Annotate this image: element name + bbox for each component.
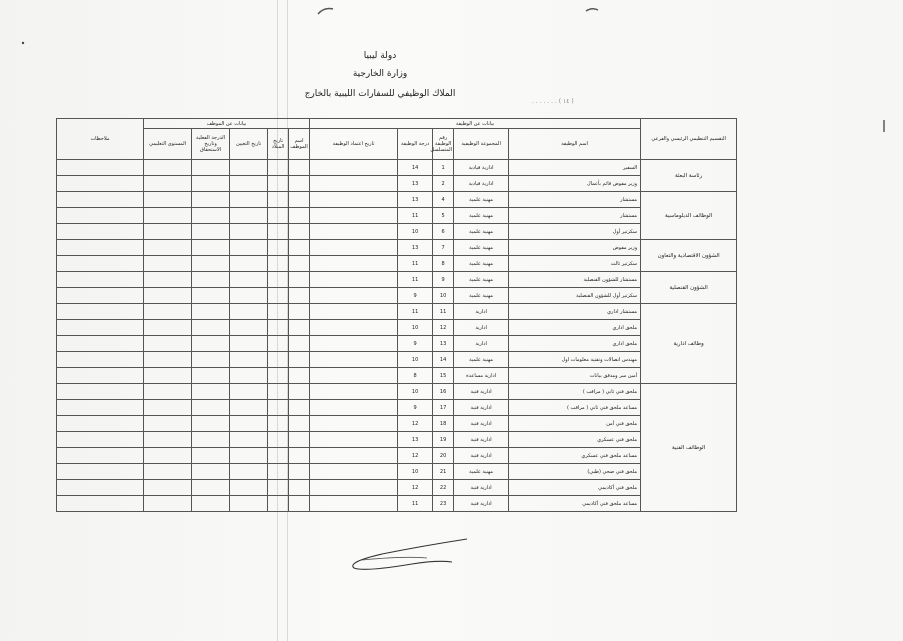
job-group-cell: ادارية فنية <box>454 384 509 400</box>
job-group-cell: ادارية فنية <box>454 416 509 432</box>
job-number-cell: 2 <box>433 176 454 192</box>
column-header: التقسيم التنظيمي الرئيسي والفرعي <box>641 119 737 160</box>
job-group-cell: ادارية مساعدة <box>454 368 509 384</box>
job-number-cell: 20 <box>433 448 454 464</box>
job-grade-cell: 13 <box>398 176 433 192</box>
job-number-cell: 10 <box>433 288 454 304</box>
job-title-cell: ملحق فني ثاني ( مراقب ) <box>509 384 641 400</box>
job-group-cell: مهنية علمية <box>454 192 509 208</box>
job-group-cell: مهنية علمية <box>454 464 509 480</box>
job-grade-cell: 10 <box>398 464 433 480</box>
scan-smudge-mark <box>316 6 336 16</box>
section-cell: الوظائف الدبلوماسية <box>641 192 737 240</box>
job-grade-cell: 11 <box>398 208 433 224</box>
job-number-cell: 1 <box>433 160 454 176</box>
table-row <box>57 368 737 384</box>
job-group-cell: ادارية فنية <box>454 400 509 416</box>
job-number-cell: 23 <box>433 496 454 512</box>
job-number-cell: 21 <box>433 464 454 480</box>
job-number-cell: 13 <box>433 336 454 352</box>
job-group-cell: مهنية علمية <box>454 272 509 288</box>
table-row <box>57 160 737 176</box>
job-title-cell: مستشار اداري <box>509 304 641 320</box>
job-grade-cell: 12 <box>398 480 433 496</box>
job-number-cell: 14 <box>433 352 454 368</box>
job-group-cell: مهنية علمية <box>454 288 509 304</box>
column-header: تاريخ الميلاد <box>268 129 289 160</box>
column-header: تاريخ اعتماد الوظيفة <box>310 129 398 160</box>
job-number-cell: 4 <box>433 192 454 208</box>
section-cell: رئاسة البعثة <box>641 160 737 192</box>
table-row <box>57 304 737 320</box>
section-cell: وظائف ادارية <box>641 304 737 384</box>
table-header-row <box>57 129 737 160</box>
section-cell: الشؤون القنصلية <box>641 272 737 304</box>
job-group-cell: مهنية علمية <box>454 256 509 272</box>
job-number-cell: 17 <box>433 400 454 416</box>
column-header: اسم الوظيفة <box>509 129 641 160</box>
scan-smudge-mark <box>584 6 600 14</box>
job-title-cell: ملحق فني عسكري <box>509 432 641 448</box>
job-group-cell: ادارية <box>454 304 509 320</box>
job-grade-cell: 13 <box>398 240 433 256</box>
job-group-cell: مهنية علمية <box>454 208 509 224</box>
table-row <box>57 384 737 400</box>
handwritten-signature <box>342 534 472 574</box>
column-header: درجة الوظيفة <box>398 129 433 160</box>
table-row <box>57 176 737 192</box>
table-row <box>57 208 737 224</box>
section-cell: الشؤون الاقتصادية والتعاون <box>641 240 737 272</box>
table-row <box>57 416 737 432</box>
job-grade-cell: 10 <box>398 224 433 240</box>
scan-dot-mark <box>20 40 26 46</box>
job-title-cell: مستشار <box>509 208 641 224</box>
job-grade-cell: 9 <box>398 288 433 304</box>
header-state: دولة ليبيا <box>363 51 397 61</box>
job-number-cell: 19 <box>433 432 454 448</box>
header-title: الملاك الوظيفي للسفارات الليبية بالخارج <box>304 89 456 99</box>
job-title-cell: ملحق اداري <box>509 320 641 336</box>
job-group-cell: مهنية علمية <box>454 352 509 368</box>
table-row <box>57 272 737 288</box>
table-row <box>57 480 737 496</box>
column-header: اسم الموظف <box>289 129 310 160</box>
job-grade-cell: 12 <box>398 448 433 464</box>
job-group-cell: ادارية <box>454 336 509 352</box>
column-header: تاريخ التعيين <box>230 129 268 160</box>
job-grade-cell: 13 <box>398 192 433 208</box>
job-grade-cell: 10 <box>398 320 433 336</box>
table-row <box>57 496 737 512</box>
job-grade-cell: 9 <box>398 400 433 416</box>
group-header-employee: بيانات عن الموظف <box>144 119 310 129</box>
job-grade-cell: 11 <box>398 304 433 320</box>
job-number-cell: 15 <box>433 368 454 384</box>
job-number-cell: 9 <box>433 272 454 288</box>
job-title-cell: سكرتير ثالث <box>509 256 641 272</box>
job-title-cell: مستشار <box>509 192 641 208</box>
job-grade-cell: 10 <box>398 384 433 400</box>
table-row <box>57 352 737 368</box>
job-title-cell: ملحق اداري <box>509 336 641 352</box>
job-grade-cell: 9 <box>398 336 433 352</box>
table-row <box>57 320 737 336</box>
job-title-cell: مساعد ملحق فني عسكري <box>509 448 641 464</box>
job-title-cell: وزير مفوض <box>509 240 641 256</box>
job-title-cell: مستشار للشؤون القنصلية <box>509 272 641 288</box>
column-header: رقم الوظيفة المتسلسل <box>433 129 454 160</box>
job-group-cell: ادارية فنية <box>454 432 509 448</box>
job-number-cell: 12 <box>433 320 454 336</box>
column-header: ملاحظات <box>57 119 144 160</box>
job-title-cell: السفير <box>509 160 641 176</box>
job-number-cell: 7 <box>433 240 454 256</box>
job-title-cell: ملحق فني صحي (طبي) <box>509 464 641 480</box>
job-number-cell: 5 <box>433 208 454 224</box>
table-row <box>57 224 737 240</box>
job-grade-cell: 10 <box>398 352 433 368</box>
table-row <box>57 192 737 208</box>
column-header: المجموعة الوظيفية <box>454 129 509 160</box>
job-group-cell: مهنية علمية <box>454 224 509 240</box>
table-row <box>57 432 737 448</box>
table-row <box>57 464 737 480</box>
job-grade-cell: 12 <box>398 416 433 432</box>
column-header: الدرجة الفعلية وتاريخ الاستحقاق <box>192 129 230 160</box>
job-group-cell: مهنية علمية <box>454 240 509 256</box>
job-group-cell: ادارية فنية <box>454 448 509 464</box>
column-header: المستوى التعليمي <box>144 129 192 160</box>
job-title-cell: أمين سر ومدقق بيانات <box>509 368 641 384</box>
job-grade-cell: 11 <box>398 272 433 288</box>
job-title-cell: ملحق فني أمن <box>509 416 641 432</box>
job-group-cell: ادارية <box>454 320 509 336</box>
table-row <box>57 400 737 416</box>
job-title-cell: مساعد ملحق فني أكاديمي <box>509 496 641 512</box>
table-row <box>57 448 737 464</box>
table-row <box>57 256 737 272</box>
job-title-cell: سكرتير أول للشؤون القنصلية <box>509 288 641 304</box>
table-row <box>57 288 737 304</box>
job-title-cell: ملحق فني أكاديمي <box>509 480 641 496</box>
job-title-cell: وزير مفوض قائم بأعمال <box>509 176 641 192</box>
table-row <box>57 336 737 352</box>
job-grade-cell: 8 <box>398 368 433 384</box>
header-ministry: وزارة الخارجية <box>352 69 408 79</box>
job-number-cell: 18 <box>433 416 454 432</box>
job-number-cell: 22 <box>433 480 454 496</box>
job-grade-cell: 11 <box>398 496 433 512</box>
job-group-cell: ادارية فنية <box>454 496 509 512</box>
table-group-header-row <box>57 119 737 129</box>
table-row <box>57 240 737 256</box>
scan-edge-mark <box>880 120 888 132</box>
job-title-cell: مساعد ملحق فني ثاني ( مراقب ) <box>509 400 641 416</box>
job-grade-cell: 13 <box>398 432 433 448</box>
job-number-cell: 6 <box>433 224 454 240</box>
job-group-cell: ادارية قيادية <box>454 160 509 176</box>
job-grade-cell: 11 <box>398 256 433 272</box>
section-cell: الوظائف الفنية <box>641 384 737 512</box>
group-header-job: بيانات عن الوظيفة <box>310 119 641 129</box>
job-number-cell: 16 <box>433 384 454 400</box>
job-group-cell: ادارية فنية <box>454 480 509 496</box>
reference-note: ( ١٤ ) . . . . . . . <box>532 98 574 105</box>
job-number-cell: 11 <box>433 304 454 320</box>
job-number-cell: 8 <box>433 256 454 272</box>
job-title-cell: سكرتير أول <box>509 224 641 240</box>
staffing-table <box>56 118 737 512</box>
job-title-cell: مهندس اتصالات وتقنية معلومات اول <box>509 352 641 368</box>
job-group-cell: ادارية قيادية <box>454 176 509 192</box>
job-grade-cell: 14 <box>398 160 433 176</box>
